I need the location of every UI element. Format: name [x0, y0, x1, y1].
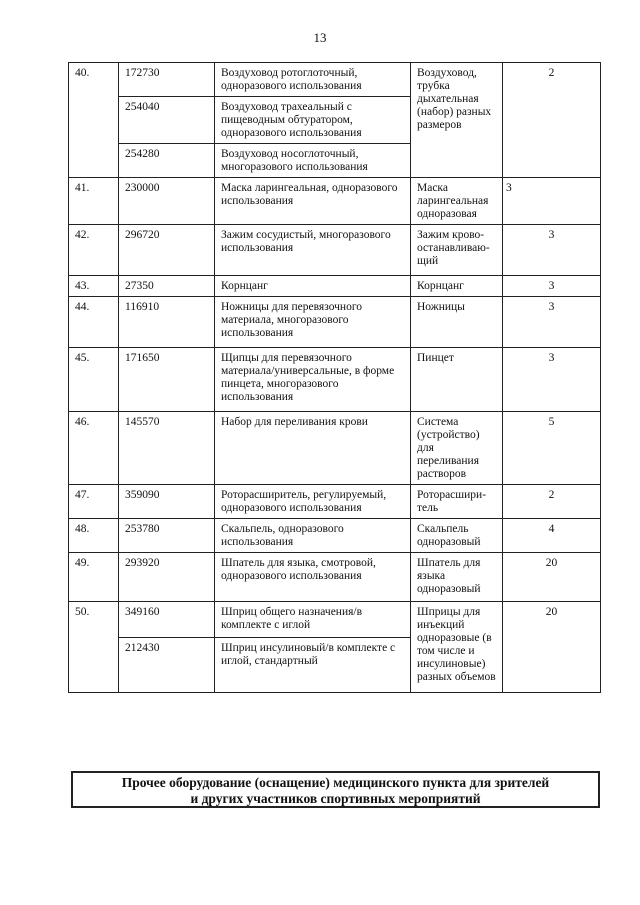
row-number: 46.: [69, 412, 119, 485]
item-code: 359090: [119, 485, 215, 519]
section-heading: [71, 771, 600, 808]
item-name: Ножницы для перевязочного материала, многоразового использования: [215, 297, 411, 348]
section-heading-line-2: и других участников спортивных мероприятий: [190, 791, 481, 806]
item-quantity: 5: [503, 412, 601, 485]
item-code: 293920: [119, 553, 215, 602]
item-type: Скальпель одноразовый: [411, 519, 503, 553]
item-quantity: 3: [503, 225, 601, 276]
item-quantity: 4: [503, 519, 601, 553]
row-number: 47.: [69, 485, 119, 519]
item-code: 212430: [119, 638, 215, 693]
item-name: Маска ларингеальная, одноразового использования: [215, 178, 411, 225]
item-type: Система (устройство) для переливания растворов: [411, 412, 503, 485]
item-type: Воздуховод, трубка дыхательная (набор) разных размеров: [411, 63, 503, 178]
item-quantity: 3: [503, 348, 601, 412]
item-name: Корнцанг: [215, 276, 411, 297]
item-name: Шприц общего назначения/в комплекте с иглой: [215, 602, 411, 638]
item-name: Щипцы для перевязочного материала/универсальные, в форме пинцета, многоразового использования: [215, 348, 411, 412]
item-name: Воздуховод носоглоточный, многоразового использования: [215, 144, 411, 178]
row-number: 45.: [69, 348, 119, 412]
row-number: 50.: [69, 602, 119, 693]
page-number: 13: [313, 30, 327, 45]
item-code: 27350: [119, 276, 215, 297]
item-type: Корнцанг: [411, 276, 503, 297]
table-row: [69, 519, 601, 553]
row-number: 42.: [69, 225, 119, 276]
item-quantity: 2: [503, 485, 601, 519]
item-name: Скальпель, одноразового использования: [215, 519, 411, 553]
item-type: Роторасшири-тель: [411, 485, 503, 519]
item-name: Шпатель для языка, смотровой, одноразового использования: [215, 553, 411, 602]
item-type: Зажим крово-останавливаю-щий: [411, 225, 503, 276]
table-row: [69, 225, 601, 276]
item-name: Воздуховод трахеальный с пищеводным обтуратором, одноразового использования: [215, 97, 411, 144]
item-code: 253780: [119, 519, 215, 553]
item-code: 145570: [119, 412, 215, 485]
item-quantity: 3: [503, 297, 601, 348]
item-quantity: 20: [503, 602, 601, 693]
row-number: 41.: [69, 178, 119, 225]
item-code: 254280: [119, 144, 215, 178]
item-type: Ножницы: [411, 297, 503, 348]
item-type: Шпатель для языка одноразовый: [411, 553, 503, 602]
item-name: Набор для переливания крови: [215, 412, 411, 485]
table-row: [69, 276, 601, 297]
table-row: [69, 412, 601, 485]
item-code: 296720: [119, 225, 215, 276]
item-quantity: 20: [503, 553, 601, 602]
row-number: 40.: [69, 63, 119, 178]
table-row: [69, 178, 601, 225]
item-code: 116910: [119, 297, 215, 348]
row-number: 48.: [69, 519, 119, 553]
equipment-table: [68, 62, 601, 693]
table-row: [69, 297, 601, 348]
section-heading-line-1: Прочее оборудование (оснащение) медицинского пункта для зрителей: [121, 775, 550, 790]
item-type: Пинцет: [411, 348, 503, 412]
item-code: 254040: [119, 97, 215, 144]
table-row: [69, 553, 601, 602]
item-quantity: 2: [503, 63, 601, 178]
item-code: 171650: [119, 348, 215, 412]
row-number: 44.: [69, 297, 119, 348]
item-type: Маска ларингеальная одноразовая: [411, 178, 503, 225]
table-row: [69, 602, 601, 638]
row-number: 43.: [69, 276, 119, 297]
item-code: 349160: [119, 602, 215, 638]
item-quantity: 3: [503, 178, 601, 225]
table-row: [69, 63, 601, 97]
item-name: Шприц инсулиновый/в комплекте с иглой, стандартный: [215, 638, 411, 693]
item-quantity: 3: [503, 276, 601, 297]
table-row: [69, 348, 601, 412]
item-name: Зажим сосудистый, многоразового использования: [215, 225, 411, 276]
row-number: 49.: [69, 553, 119, 602]
item-name: Воздуховод ротоглоточный, одноразового использования: [215, 63, 411, 97]
item-code: 230000: [119, 178, 215, 225]
item-name: Роторасширитель, регулируемый, одноразового использования: [215, 485, 411, 519]
item-type: Шприцы для инъекций одноразовые (в том числе и инсулиновые) разных объемов: [411, 602, 503, 693]
item-code: 172730: [119, 63, 215, 97]
table-row: [69, 485, 601, 519]
